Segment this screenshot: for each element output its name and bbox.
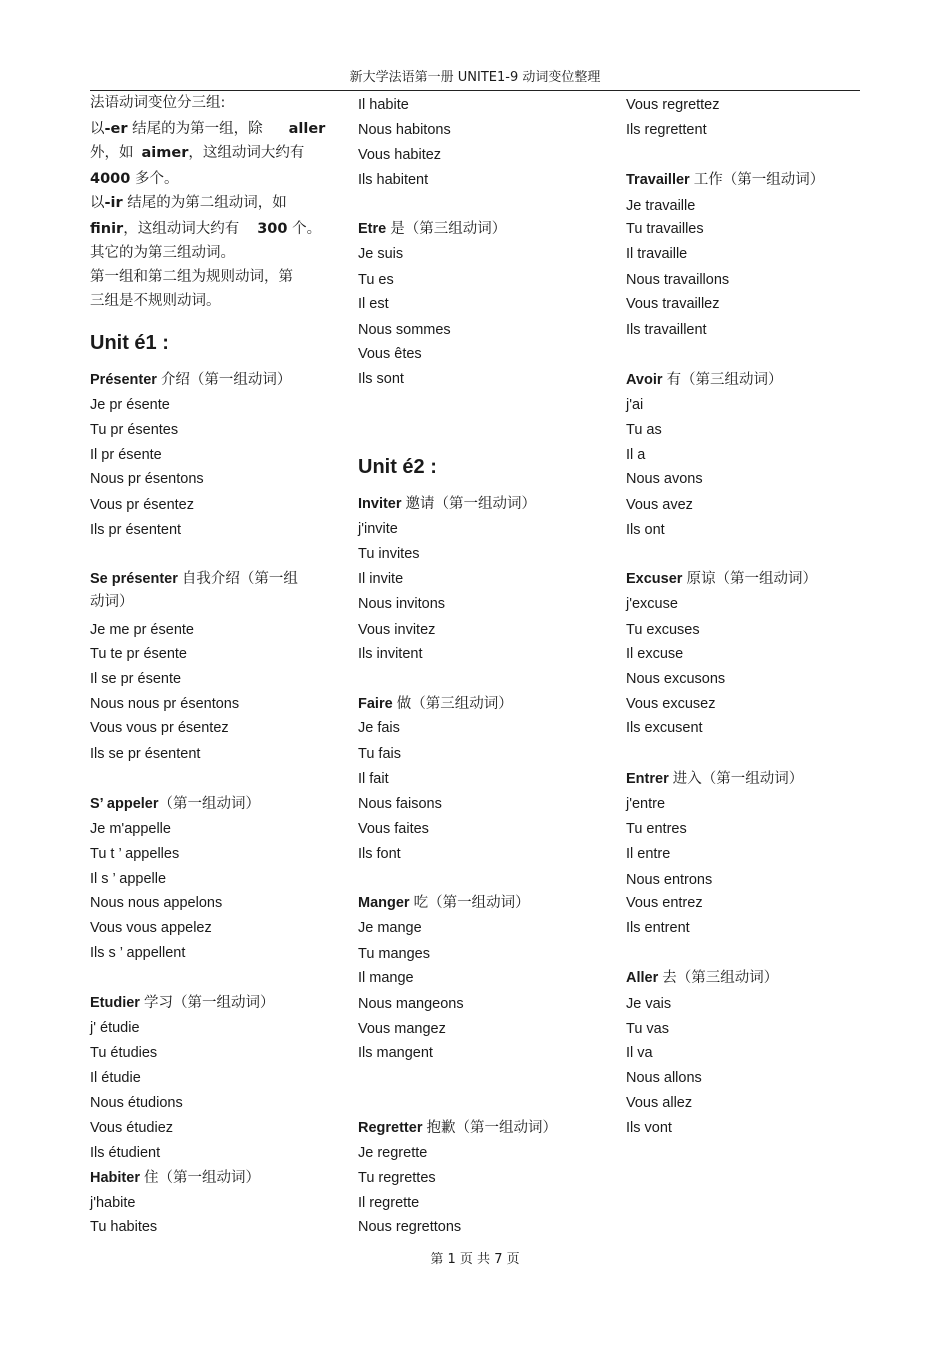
conjugation-line: Je regrette (358, 1145, 428, 1161)
header-rule (90, 90, 860, 91)
conjugation-line: Je fais (358, 720, 400, 736)
conjugation-line: Je vais (626, 996, 672, 1012)
conjugation-line: Vous travaillez (626, 296, 720, 312)
conjugation-line: Vous vous appelez (90, 920, 212, 936)
verb-title-habiter: Habiter 住（第一组动词） (90, 1170, 260, 1186)
conjugation-line: Ils pr ésentent (90, 522, 182, 538)
conjugation-line: Vous entrez (626, 895, 703, 911)
conjugation-line: Tu te pr ésente (90, 646, 187, 662)
conjugation-line: Ils sont (358, 371, 404, 387)
conjugation-line: Ils vont (626, 1120, 672, 1136)
conjugation-line: Je mange (358, 920, 422, 936)
verb-title-manger: Manger 吃（第一组动词） (358, 895, 530, 911)
conjugation-line: Tu es (358, 272, 394, 288)
unit1-heading: Unit é1 : (90, 332, 169, 354)
conjugation-line: j'invite (358, 521, 398, 537)
verb-title-aller: Aller 去（第三组动词） (626, 970, 779, 986)
conjugation-line: Tu étudies (90, 1045, 158, 1061)
conjugation-line: Tu habites (90, 1219, 158, 1235)
conjugation-line: Je pr ésente (90, 397, 170, 413)
conjugation-line: Je m'appelle (90, 821, 171, 837)
verb-title-inviter: Inviter 邀请（第一组动词） (358, 496, 537, 512)
conjugation-line: Ils s ’ appellent (90, 945, 186, 961)
conjugation-line: Tu manges (358, 946, 430, 962)
conjugation-line: Nous mangeons (358, 996, 464, 1012)
conjugation-line: Ils invitent (358, 646, 423, 662)
intro-line-5: 以-ir 结尾的为第二组动词，如 (90, 195, 287, 211)
conjugation-line: j'ai (626, 397, 644, 413)
conjugation-line: Ils font (358, 846, 401, 862)
conjugation-line: Je me pr ésente (90, 622, 194, 638)
conjugation-line: Vous pr ésentez (90, 497, 194, 513)
conjugation-line: Tu regrettes (358, 1170, 436, 1186)
intro-line-6: finir，这组动词大约有 300 个。 (90, 221, 322, 237)
verb-title-se-presenter-cont: 动词） (90, 594, 134, 610)
conjugation-line: Tu travailles (626, 221, 704, 237)
conjugation-line: j'excuse (626, 596, 678, 612)
conjugation-line: Nous habitons (358, 122, 451, 138)
conjugation-line: Vous invitez (358, 622, 436, 638)
conjugation-line: j'entre (626, 796, 666, 812)
conjugation-line: Nous sommes (358, 322, 451, 338)
conjugation-line: Ils ont (626, 522, 665, 538)
conjugation-line: Il invite (358, 571, 404, 587)
conjugation-line: Tu pr ésentes (90, 422, 179, 438)
page-header: 新大学法语第一册 UNITE1-9 动词变位整理 (349, 70, 601, 85)
intro-line-8: 第一组和第二组为规则动词，第 (90, 269, 293, 285)
conjugation-line: Vous allez (626, 1095, 693, 1111)
conjugation-line: Je suis (358, 246, 404, 262)
conjugation-line: Nous allons (626, 1070, 702, 1086)
conjugation-line: Nous entrons (626, 872, 713, 888)
conjugation-line: Il mange (358, 970, 414, 986)
conjugation-line: Nous étudions (90, 1095, 183, 1111)
conjugation-line: j'habite (90, 1195, 136, 1211)
verb-title-sappeler: S’ appeler（第一组动词） (90, 796, 261, 812)
verb-title-travailler: Travailler 工作（第一组动词） (626, 172, 825, 188)
verb-title-etre: Etre 是（第三组动词） (358, 221, 507, 237)
conjugation-line: Nous invitons (358, 596, 446, 612)
conjugation-line: Tu as (626, 422, 662, 438)
conjugation-line: Tu invites (358, 546, 420, 562)
conjugation-line: Tu entres (626, 821, 687, 837)
conjugation-line: Ils travaillent (626, 322, 707, 338)
conjugation-line: Il habite (358, 97, 409, 113)
intro-line-2: 以-er 结尾的为第一组，除 aller (90, 121, 326, 137)
conjugation-line: Tu t ’ appelles (90, 846, 180, 862)
verb-title-regretter: Regretter 抱歉（第一组动词） (358, 1120, 557, 1136)
page-footer: 第 1 页 共 7 页 (430, 1252, 520, 1267)
conjugation-line: Ils mangent (358, 1045, 433, 1061)
conjugation-line: Vous faites (358, 821, 429, 837)
conjugation-line: Il a (626, 447, 646, 463)
conjugation-line: Il travaille (626, 246, 688, 262)
conjugation-line: Ils se pr ésentent (90, 746, 201, 762)
conjugation-line: Ils étudient (90, 1145, 161, 1161)
conjugation-line: Tu vas (626, 1021, 669, 1037)
conjugation-line: Ils regrettent (626, 122, 707, 138)
conjugation-line: Il fait (358, 771, 389, 787)
verb-title-se-presenter: Se présenter 自我介绍（第一组 (90, 571, 298, 587)
conjugation-line: Il regrette (358, 1195, 420, 1211)
verb-title-etudier: Etudier 学习（第一组动词） (90, 995, 275, 1011)
intro-line-9: 三组是不规则动词。 (90, 293, 221, 309)
conjugation-line: Vous avez (626, 497, 693, 513)
conjugation-line: Vous vous pr ésentez (90, 720, 229, 736)
conjugation-line: Il se pr ésente (90, 671, 182, 687)
conjugation-line: Il entre (626, 846, 671, 862)
conjugation-line: Nous excusons (626, 671, 726, 687)
conjugation-line: Nous travaillons (626, 272, 730, 288)
conjugation-line: Je travaille (626, 198, 696, 214)
conjugation-line: Vous êtes (358, 346, 422, 362)
conjugation-line: Il excuse (626, 646, 684, 662)
conjugation-line: j' étudie (90, 1020, 140, 1036)
conjugation-line: Vous excusez (626, 696, 716, 712)
conjugation-line: Il est (358, 296, 389, 312)
verb-title-faire: Faire 做（第三组动词） (358, 696, 513, 712)
conjugation-line: Ils habitent (358, 172, 429, 188)
intro-line-7: 其它的为第三组动词。 (90, 245, 235, 261)
conjugation-line: Vous mangez (358, 1021, 446, 1037)
conjugation-line: Ils excusent (626, 720, 703, 736)
conjugation-line: Nous regrettons (358, 1219, 462, 1235)
conjugation-line: Ils entrent (626, 920, 690, 936)
conjugation-line: Vous regrettez (626, 97, 720, 113)
conjugation-line: Vous habitez (358, 147, 442, 163)
conjugation-line: Nous nous appelons (90, 895, 223, 911)
conjugation-line: Il va (626, 1045, 653, 1061)
conjugation-line: Vous étudiez (90, 1120, 174, 1136)
verb-title-entrer: Entrer 进入（第一组动词） (626, 771, 804, 787)
verb-title-excuser: Excuser 原谅（第一组动词） (626, 571, 817, 587)
intro-line-1: 法语动词变位分三组: (90, 95, 226, 111)
conjugation-line: Nous faisons (358, 796, 442, 812)
intro-line-4: 4000 多个。 (90, 171, 179, 187)
conjugation-line: Il pr ésente (90, 447, 162, 463)
conjugation-line: Tu excuses (626, 622, 700, 638)
conjugation-line: Il étudie (90, 1070, 141, 1086)
conjugation-line: Nous avons (626, 471, 703, 487)
conjugation-line: Nous nous pr ésentons (90, 696, 240, 712)
verb-title-avoir: Avoir 有（第三组动词） (626, 372, 783, 388)
unit2-heading: Unit é2 : (358, 456, 437, 478)
intro-line-3: 外，如 aimer，这组动词大约有 (90, 145, 305, 161)
conjugation-line: Nous pr ésentons (90, 471, 204, 487)
verb-title-presenter: Présenter 介绍（第一组动词） (90, 372, 292, 388)
conjugation-line: Il s ’ appelle (90, 871, 167, 887)
conjugation-line: Tu fais (358, 746, 401, 762)
